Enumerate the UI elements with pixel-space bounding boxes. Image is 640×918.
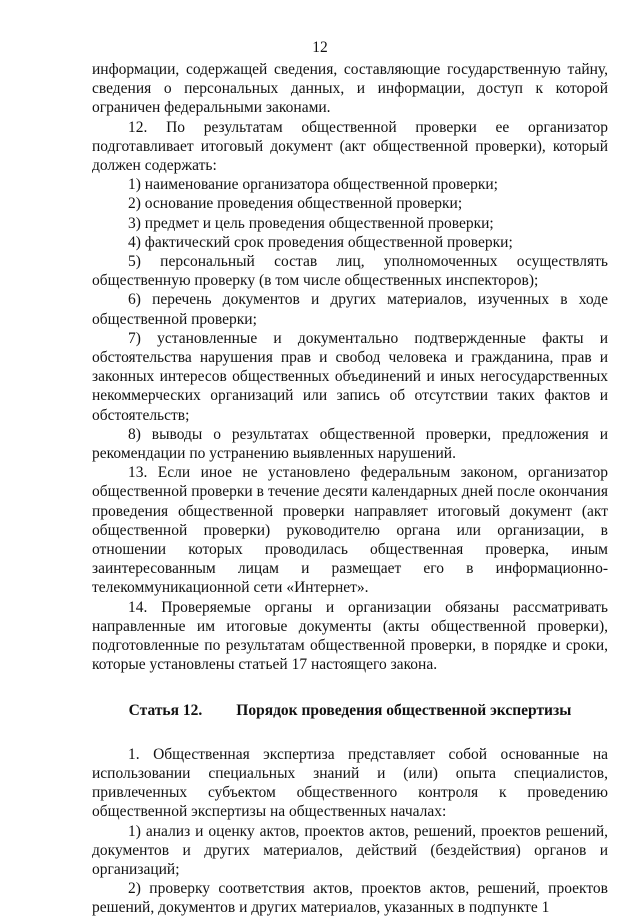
paragraph: 1) анализ и оценку актов, проектов актов, решений, проектов решений, документов и других материалов, действий (бездействия) органов и организаций; bbox=[92, 822, 608, 878]
paragraph: 2) проверку соответствия актов, проектов актов, решений, проектов решений, документов и других материалов, указанных в подпункте 1 bbox=[92, 880, 608, 917]
page-number: 12 bbox=[312, 39, 328, 56]
paragraph: 5) персональный состав лиц, уполномоченных осуществлять общественную проверку (в том числе общественных инспекторов); bbox=[92, 253, 608, 290]
paragraph: 1. Общественная экспертиза представляет собой основанные на использовании специальных знаний и (или) опыта специалистов, привлеченных субъектом общественного контроля к проведению общественной экспертизы на общественных началах: bbox=[92, 745, 608, 821]
paragraph: 14. Проверяемые органы и организации обязаны рассматривать направленные им итоговые документы (акты общественной проверки), подготовленные по результатам общественной проверки, в порядке и сроки, которые установлены статьей 17 настоящего закона. bbox=[92, 598, 608, 674]
paragraphs-before bbox=[92, 60, 608, 675]
paragraphs-after bbox=[92, 745, 608, 918]
paragraph: 12. По результатам общественной проверки ее организатор подготавливает итоговый документ (акт общественной проверки), который должен содержать: bbox=[92, 118, 608, 175]
article-number: Статья 12. bbox=[128, 701, 203, 719]
document-body bbox=[92, 60, 608, 918]
paragraph: 4) фактический срок проведения общественной проверки; bbox=[128, 233, 513, 251]
paragraph: 6) перечень документов и других материалов, изученных в ходе общественной проверки; bbox=[92, 291, 608, 328]
paragraph: 3) предмет и цель проведения общественной проверки; bbox=[128, 214, 494, 232]
article-title: Порядок проведения общественной экспертизы bbox=[236, 701, 572, 719]
paragraph: 8) выводы о результатах общественной проверки, предложения и рекомендации по устранению выявленных нарушений. bbox=[92, 425, 608, 463]
paragraph: 7) установленные и документально подтвержденные факты и обстоятельства нарушения прав и свобод человека и гражданина, прав и законных интересов общественных объединений и иных негосударственных некоммерческих организаций или запись об отсутствии таких фактов и обстоятельств; bbox=[92, 329, 608, 424]
paragraph: 2) основание проведения общественной проверки; bbox=[128, 195, 463, 213]
paragraph: 1) наименование организатора общественной проверки; bbox=[128, 176, 498, 194]
paragraph: информации, содержащей сведения, составляющие государственную тайну, сведения о персональных данных, и информации, доступ к которой ограничен федеральными законами. bbox=[92, 61, 608, 117]
paragraph: 13. Если иное не установлено федеральным законом, организатор общественной проверки в течение десяти календарных дней после окончания проведения общественной проверки направляет итоговый документ (акт общественной проверки) руководителю органа или организации, в отношении которых проводилась общественная проверка, иным заинтересованным лицам и размещает его в информационно-телекоммуникационной сети «Интернет». bbox=[92, 464, 608, 597]
article-heading bbox=[92, 701, 608, 720]
